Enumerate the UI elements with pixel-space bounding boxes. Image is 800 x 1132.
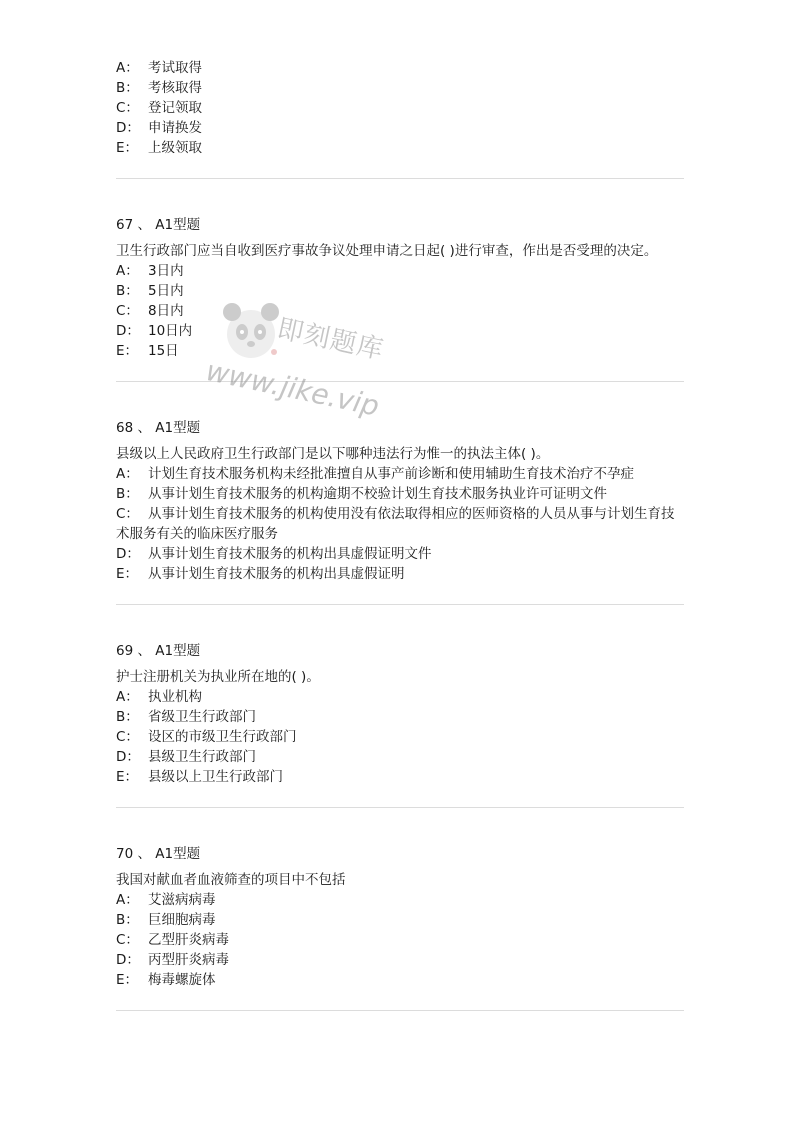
option-item: E： 梅毒螺旋体: [116, 972, 216, 988]
question-text: 卫生行政部门应当自收到医疗事故争议处理申请之日起( )进行审查，作出是否受理的决定。: [116, 243, 658, 259]
option-item: C： 从事计划生育技术服务的机构使用没有依法取得相应的医师资格的人员从事与计划生育技术服务有关的临床医疗服务: [116, 506, 675, 542]
question-text: 护士注册机关为执业所在地的( )。: [116, 669, 320, 685]
option-item: D： 丙型肝炎病毒: [116, 952, 229, 968]
question-header: 70 、 A1型题: [116, 846, 201, 862]
option-item: A： 艾滋病病毒: [116, 892, 216, 908]
option-item: B： 考核取得: [116, 80, 202, 96]
option-item: A： 考试取得: [116, 60, 202, 76]
option-item: C： 乙型肝炎病毒: [116, 932, 229, 948]
watermark-url: www.jike.vip: [203, 354, 383, 423]
question-text: 县级以上人民政府卫生行政部门是以下哪种违法行为惟一的执法主体( )。: [116, 446, 550, 462]
question-67: [116, 215, 684, 361]
option-item: A： 计划生育技术服务机构未经批准擅自从事产前诊断和使用辅助生育技术治疗不孕症: [116, 466, 634, 482]
option-item: D： 申请换发: [116, 120, 202, 136]
question-header: 67 、 A1型题: [116, 217, 201, 233]
question-page: [116, 58, 684, 1011]
option-item: E： 15日: [116, 343, 179, 359]
question-68: [116, 418, 684, 584]
divider: [116, 1010, 684, 1011]
divider: [116, 807, 684, 808]
prev-options: [116, 58, 684, 158]
option-item: C： 8日内: [116, 303, 184, 319]
option-item: D： 10日内: [116, 323, 193, 339]
option-item: B： 从事计划生育技术服务的机构逾期不校验计划生育技术服务执业许可证明文件: [116, 486, 607, 502]
option-item: E： 从事计划生育技术服务的机构出具虚假证明: [116, 566, 405, 582]
option-item: D： 从事计划生育技术服务的机构出具虚假证明文件: [116, 546, 432, 562]
option-item: B： 巨细胞病毒: [116, 912, 216, 928]
question-text: 我国对献血者血液筛查的项目中不包括: [116, 872, 346, 888]
option-item: E： 上级领取: [116, 140, 202, 156]
question-header: 68 、 A1型题: [116, 420, 201, 436]
option-item: B： 5日内: [116, 283, 184, 299]
option-item: B： 省级卫生行政部门: [116, 709, 256, 725]
option-item: C： 登记领取: [116, 100, 202, 116]
option-item: A： 执业机构: [116, 689, 202, 705]
question-70: [116, 844, 684, 990]
option-item: D： 县级卫生行政部门: [116, 749, 256, 765]
option-item: C： 设区的市级卫生行政部门: [116, 729, 297, 745]
divider: [116, 178, 684, 179]
question-header: 69 、 A1型题: [116, 643, 201, 659]
option-item: E： 县级以上卫生行政部门: [116, 769, 283, 785]
question-69: [116, 641, 684, 787]
divider: [116, 381, 684, 382]
divider: [116, 604, 684, 605]
watermark-brand: 即刻题库: [274, 313, 387, 366]
option-item: A： 3日内: [116, 263, 184, 279]
